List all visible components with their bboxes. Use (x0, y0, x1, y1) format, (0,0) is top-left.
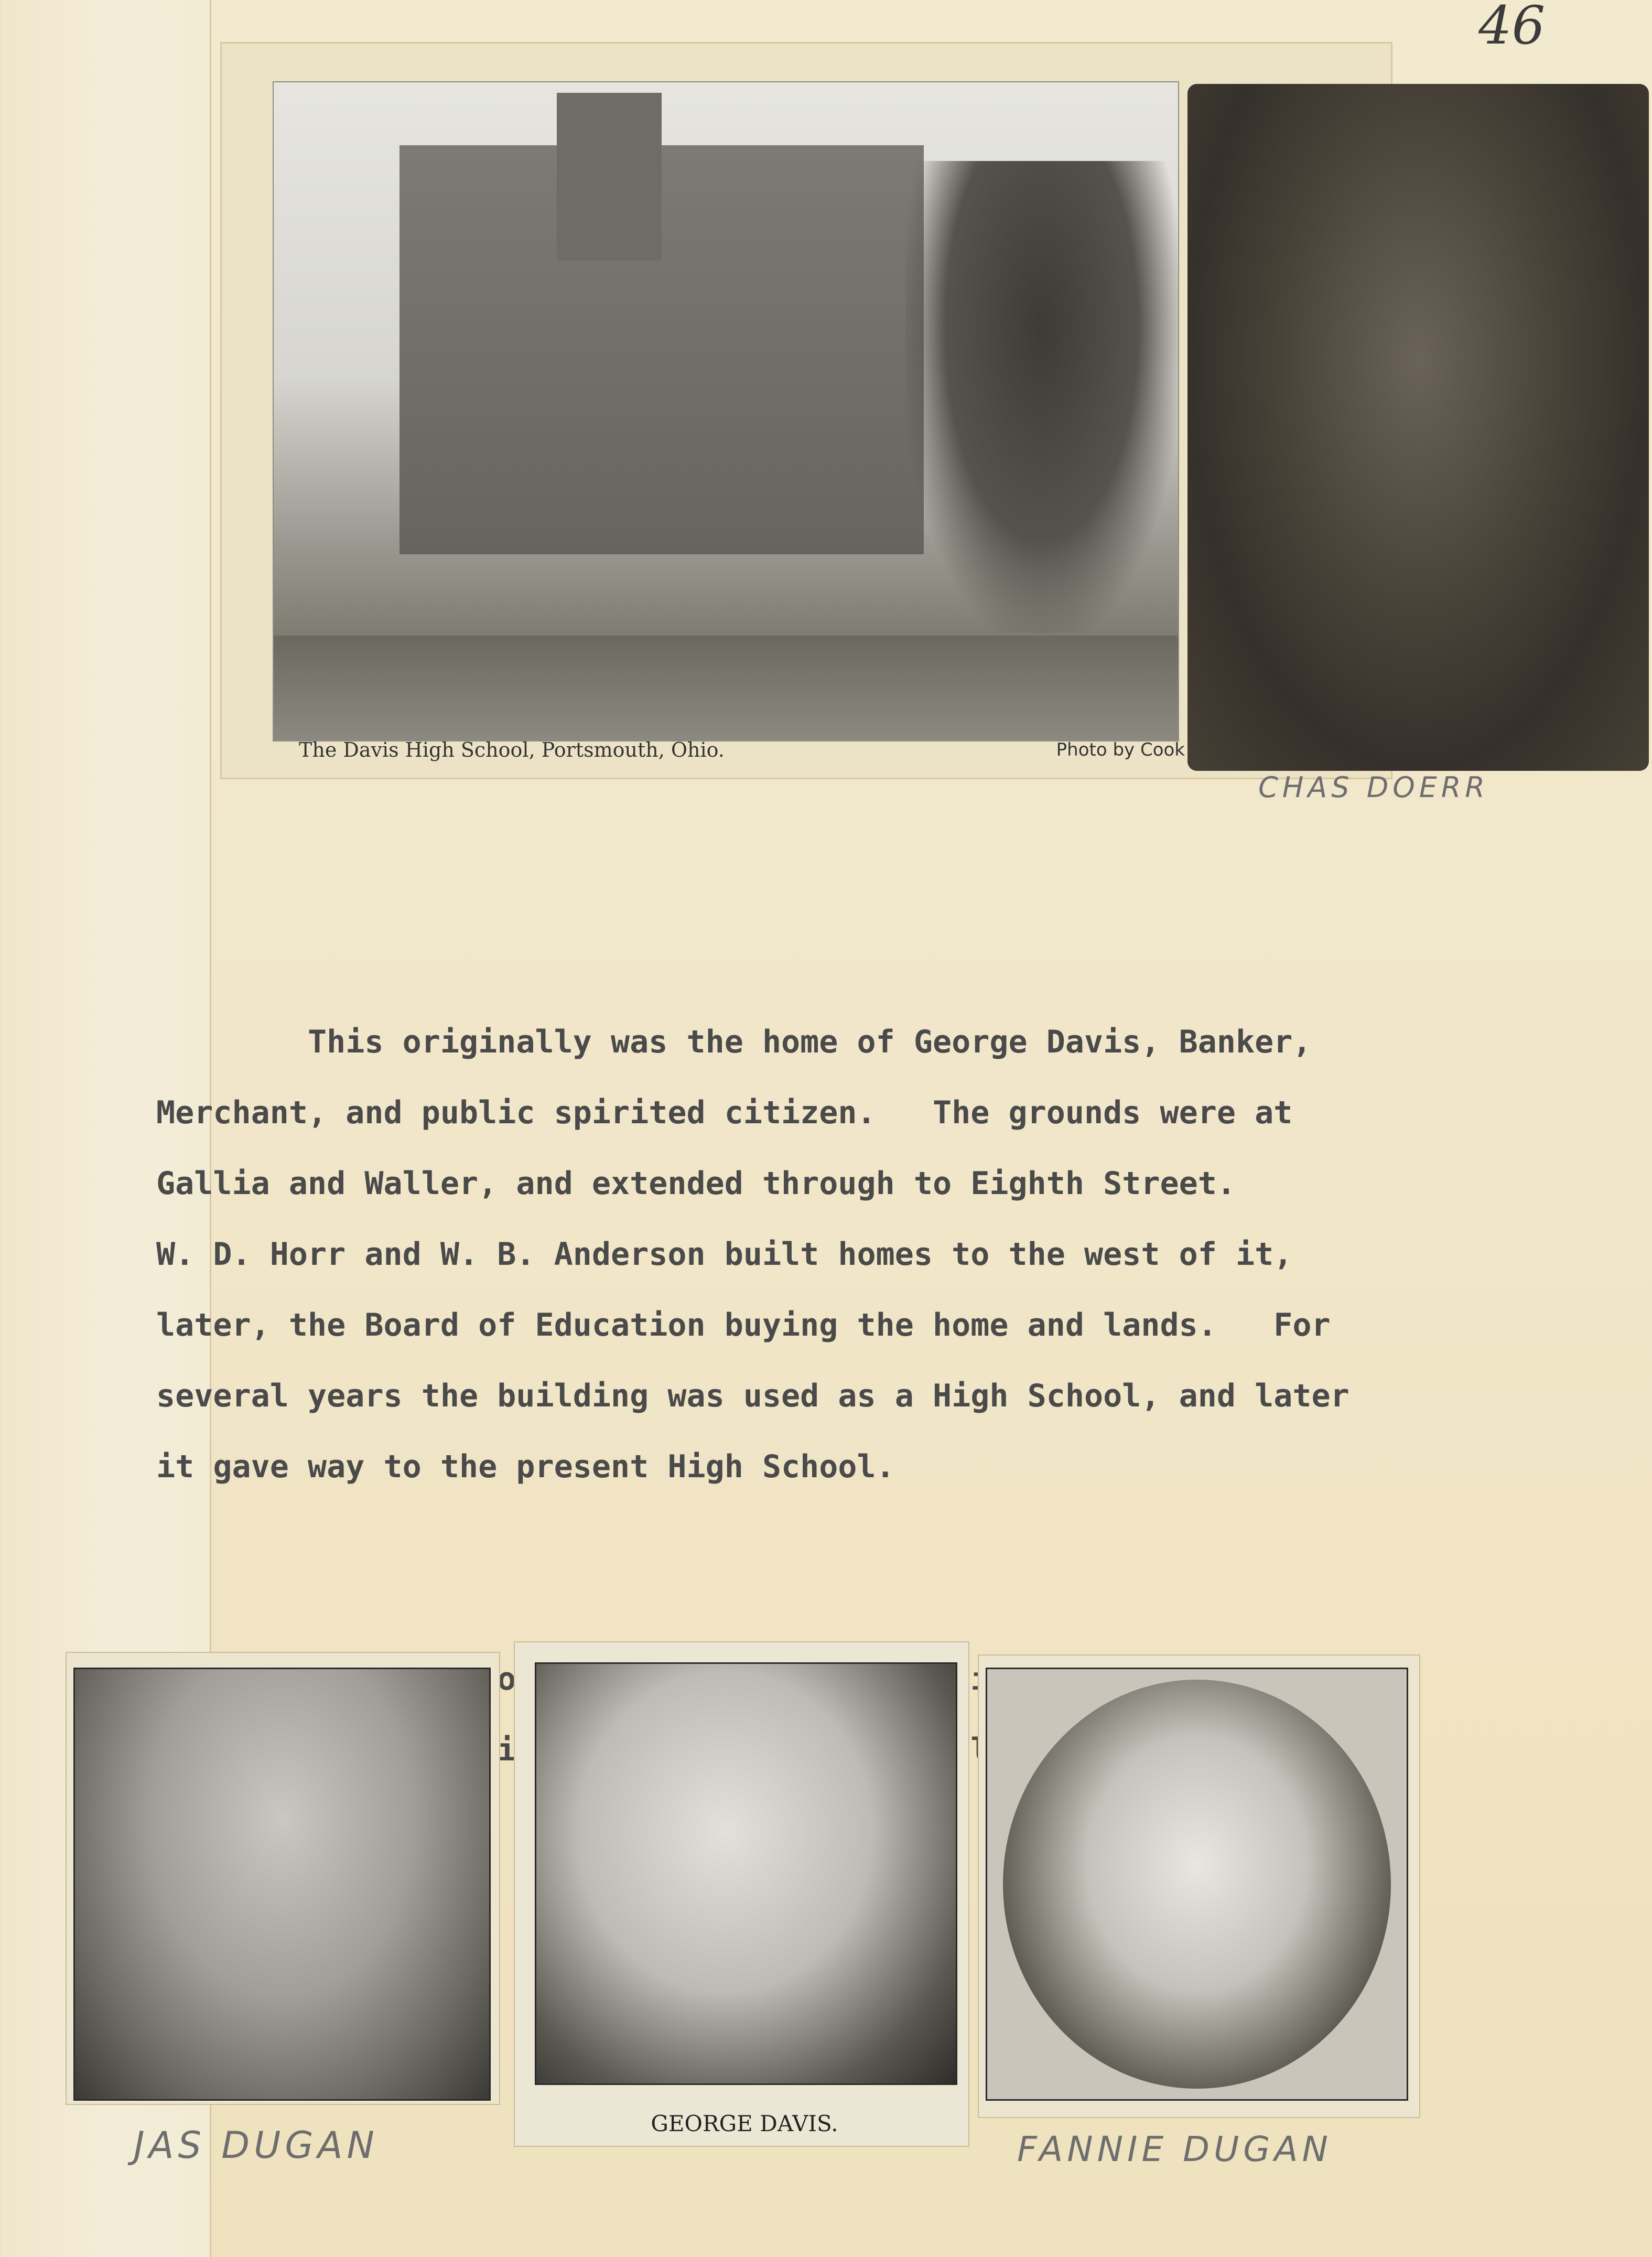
tree-shape (905, 161, 1178, 633)
lawn-shape (274, 636, 1178, 740)
fannie-dugan-portrait (986, 1668, 1408, 2101)
fannie-dugan-label: FANNIE DUGAN (1017, 2129, 1332, 2169)
jas-dugan-portrait (73, 1668, 491, 2101)
paragraph-1: This originally was the home of George Davis, Banker, Merchant, and public spirited citizen. The grounds were at Gallia and Waller, and extended through to Eighth Street. W. D. Horr and W. B. Anderson built homes to the west of it, later, the Board of Education buying the home and lands. For several years the building was used as a High School, and later it gave way to the present High School. (156, 1024, 1349, 1485)
doerr-portrait (1187, 84, 1649, 771)
tower-shape (557, 93, 662, 261)
jas-dugan-label: JAS DUGAN (134, 2124, 379, 2167)
george-davis-portrait (535, 1662, 957, 2085)
page-number: 46 (1478, 0, 1546, 56)
school-caption-row (273, 734, 1185, 766)
school-building-photo (273, 81, 1179, 741)
school-caption: The Davis High School, Portsmouth, Ohio. (299, 738, 725, 761)
building-shape (399, 145, 924, 554)
doerr-label: CHAS DOERR (1258, 771, 1489, 804)
george-davis-caption: GEORGE DAVIS. (651, 2111, 838, 2136)
oval-frame (1003, 1680, 1391, 2089)
photo-credit: Photo by Cook (1056, 739, 1185, 760)
